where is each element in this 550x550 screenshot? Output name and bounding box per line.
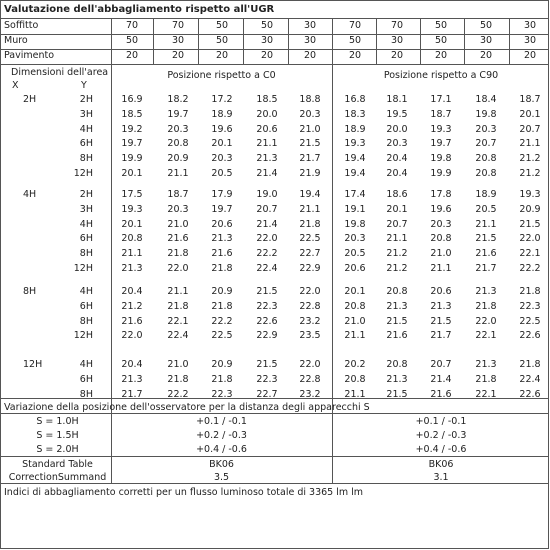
c90-header: Posizione rispetto a C90 <box>383 70 499 81</box>
reflectance-value: 50 <box>348 35 362 46</box>
reflectance-value: 30 <box>479 35 493 46</box>
c90-value-cell: 21.8 <box>519 359 541 370</box>
reflectance-value: 20 <box>434 50 448 61</box>
reflectance-value: 20 <box>479 50 493 61</box>
row-y-label: 12H <box>73 263 93 274</box>
c0-value-cell: 19.7 <box>211 203 233 215</box>
c0-value-cell: 19.0 <box>256 189 278 200</box>
reflectance-value: 70 <box>390 20 404 31</box>
c0-value-cell: 20.5 <box>211 168 233 179</box>
c90-value-cell: 21.6 <box>475 248 497 260</box>
c90-value-cell: 21.1 <box>430 263 452 274</box>
c0-value-cell: 21.1 <box>256 138 278 150</box>
c90-value-cell: 21.3 <box>475 359 497 370</box>
c0-value-cell: 20.6 <box>256 123 278 135</box>
c90-value-cell: 21.7 <box>430 330 452 342</box>
c90-value-cell: 18.9 <box>475 189 497 200</box>
c90-value-cell: 19.3 <box>430 123 452 135</box>
reflectance-value: 30 <box>260 35 274 46</box>
reflectance-label-0: Soffitto <box>4 20 39 31</box>
c90-value-cell: 21.6 <box>430 388 452 400</box>
c90-value-cell: 20.3 <box>386 138 408 150</box>
c0-value-cell: 22.4 <box>167 330 189 342</box>
c0-value-cell: 22.6 <box>256 315 278 327</box>
c0-value-cell: 22.0 <box>167 263 189 274</box>
c0-value-cell: 22.8 <box>299 373 321 385</box>
c90-value-cell: 20.3 <box>475 123 497 135</box>
c0-value-cell: 21.8 <box>211 263 233 274</box>
c0-value-cell: 21.1 <box>167 168 189 179</box>
c0-value-cell: 21.6 <box>121 315 143 327</box>
c0-value-cell: 22.5 <box>299 233 321 245</box>
reflectance-value: 30 <box>523 35 537 46</box>
c90-value-cell: 21.5 <box>386 388 408 400</box>
c90-value-cell: 20.8 <box>344 300 366 312</box>
c0-value-cell: 21.5 <box>256 286 278 297</box>
c90-value-cell: 21.2 <box>519 153 541 165</box>
row-y-label: 3H <box>79 108 93 120</box>
reflectance-value: 20 <box>125 50 139 61</box>
c0-value-cell: 21.1 <box>167 286 189 297</box>
c90-value-cell: 19.6 <box>430 203 452 215</box>
c90-value-cell: 20.3 <box>344 233 366 245</box>
reflectance-label-2: Pavimento <box>4 50 55 61</box>
c90-value-cell: 20.8 <box>475 153 497 165</box>
c90-value-cell: 19.3 <box>519 189 541 200</box>
c0-value-cell: 20.9 <box>211 359 233 370</box>
c90-value-cell: 20.6 <box>430 286 452 297</box>
c0-variation-value: +0.1 / -0.1 <box>196 416 247 427</box>
c0-value-cell: 20.1 <box>121 168 143 179</box>
c0-value-cell: 20.3 <box>299 108 321 120</box>
c0-value-cell: 21.4 <box>256 218 278 230</box>
standard-label: Standard Table <box>22 459 93 470</box>
c90-value-cell: 21.1 <box>475 218 497 230</box>
c0-standard-value: BK06 <box>209 459 234 470</box>
c0-value-cell: 20.6 <box>211 218 233 230</box>
group-x-label: 2H <box>23 94 37 105</box>
c0-value-cell: 20.9 <box>211 286 233 297</box>
c0-standard-value: 3.5 <box>213 472 230 483</box>
c0-value-cell: 22.2 <box>211 315 233 327</box>
row-y-label: 8H <box>79 315 93 327</box>
c90-value-cell: 16.8 <box>344 94 366 105</box>
c0-value-cell: 18.9 <box>211 108 233 120</box>
c90-value-cell: 20.6 <box>344 263 366 274</box>
c90-left-divider <box>332 64 333 426</box>
c0-value-cell: 21.8 <box>211 300 233 312</box>
c90-value-cell: 22.4 <box>519 373 541 385</box>
c90-value-cell: 21.0 <box>344 315 366 327</box>
variation-title-divider <box>1 413 548 414</box>
c0-value-cell: 21.3 <box>121 263 143 274</box>
c0-value-cell: 20.9 <box>167 153 189 165</box>
c0-value-cell: 21.8 <box>167 300 189 312</box>
c90-value-cell: 18.9 <box>344 123 366 135</box>
c90-variation-value: +0.2 / -0.3 <box>415 430 467 441</box>
reflectance-column-divider <box>153 18 154 65</box>
reflectance-value: 70 <box>125 20 139 31</box>
c90-value-cell: 22.5 <box>519 315 541 327</box>
row-y-label: 8H <box>79 388 93 400</box>
c90-value-cell: 20.2 <box>344 359 366 370</box>
c0-value-cell: 18.5 <box>256 94 278 105</box>
c90-value-cell: 19.7 <box>430 138 452 150</box>
c0-value-cell: 21.8 <box>299 218 321 230</box>
c90-value-cell: 17.8 <box>430 189 452 200</box>
c0-value-cell: 17.5 <box>121 189 143 200</box>
footnote-divider <box>1 483 548 484</box>
c90-value-cell: 21.0 <box>430 248 452 260</box>
c90-value-cell: 21.5 <box>475 233 497 245</box>
c90-value-cell: 20.9 <box>519 203 541 215</box>
c0-value-cell: 19.7 <box>121 138 143 150</box>
reflectance-value: 50 <box>260 20 274 31</box>
row-y-label: 4H <box>79 286 93 297</box>
reflectance-value: 30 <box>390 35 404 46</box>
c0-value-cell: 21.0 <box>167 218 189 230</box>
reflectance-column-divider <box>376 18 377 65</box>
c90-value-cell: 20.8 <box>386 286 408 297</box>
c0-value-cell: 22.0 <box>121 330 143 342</box>
c0-value-cell: 20.8 <box>167 138 189 150</box>
reflectance-value: 20 <box>215 50 229 61</box>
row-y-label: 8H <box>79 248 93 260</box>
c0-value-cell: 22.0 <box>299 286 321 297</box>
c90-value-cell: 21.7 <box>475 263 497 274</box>
c0-value-cell: 21.8 <box>167 373 189 385</box>
c90-value-cell: 20.4 <box>386 168 408 179</box>
reflectance-value: 50 <box>215 35 229 46</box>
reflectance-value: 20 <box>523 50 537 61</box>
c0-left-divider <box>111 64 112 426</box>
c90-value-cell: 18.1 <box>386 94 408 105</box>
c90-value-cell: 19.8 <box>475 108 497 120</box>
c0-value-cell: 21.3 <box>121 373 143 385</box>
c0-value-cell: 22.9 <box>299 263 321 274</box>
c0-header: Posizione rispetto a C0 <box>167 70 276 81</box>
c90-value-cell: 21.6 <box>386 330 408 342</box>
reflectance-column-divider <box>243 18 244 65</box>
c0-value-cell: 19.6 <box>211 123 233 135</box>
c90-value-cell: 21.3 <box>430 300 452 312</box>
c0-value-cell: 21.3 <box>256 153 278 165</box>
c0-value-cell: 21.2 <box>121 300 143 312</box>
c0-value-cell: 22.3 <box>211 388 233 400</box>
reflectance-column-divider <box>509 18 510 65</box>
spacing-label: S = 1.5H <box>36 430 79 441</box>
row-y-label: 6H <box>79 138 93 150</box>
c90-value-cell: 22.3 <box>519 300 541 312</box>
reflectance-value: 50 <box>434 20 448 31</box>
c90-value-cell: 21.8 <box>519 286 541 297</box>
c90-variation-value: +0.1 / -0.1 <box>415 416 467 427</box>
c0-value-cell: 19.9 <box>121 153 143 165</box>
c0-value-cell: 16.9 <box>121 94 143 105</box>
c90-value-cell: 19.5 <box>386 108 408 120</box>
c90-value-cell: 20.7 <box>475 138 497 150</box>
c90-value-cell: 22.1 <box>475 388 497 400</box>
row-y-label: 4H <box>79 359 93 370</box>
c0-value-cell: 20.7 <box>256 203 278 215</box>
c90-value-cell: 21.8 <box>475 373 497 385</box>
spacing-label: S = 1.0H <box>36 416 79 427</box>
row-y-label: 12H <box>73 330 93 342</box>
row-y-label: 6H <box>79 233 93 245</box>
c90-value-cell: 21.1 <box>386 233 408 245</box>
c90-value-cell: 19.8 <box>430 153 452 165</box>
c90-value-cell: 20.8 <box>475 168 497 179</box>
reflectance-value: 30 <box>171 35 185 46</box>
c0-value-cell: 21.1 <box>121 248 143 260</box>
c0-value-cell: 21.0 <box>299 123 321 135</box>
c0-value-cell: 19.7 <box>167 108 189 120</box>
c0-value-cell: 23.2 <box>299 315 321 327</box>
reflectance-value: 20 <box>303 50 317 61</box>
c0-value-cell: 18.8 <box>299 94 321 105</box>
c90-value-cell: 20.7 <box>430 359 452 370</box>
c90-value-cell: 22.1 <box>519 248 541 260</box>
c0-value-cell: 22.5 <box>211 330 233 342</box>
c0-value-cell: 19.3 <box>121 203 143 215</box>
reflectance-value: 20 <box>348 50 362 61</box>
c0-value-cell: 22.0 <box>299 359 321 370</box>
reflectance-column-divider <box>111 18 112 65</box>
c0-value-cell: 22.3 <box>256 300 278 312</box>
reflectance-value: 20 <box>390 50 404 61</box>
c90-value-cell: 19.4 <box>344 153 366 165</box>
c90-value-cell: 17.1 <box>430 94 452 105</box>
c0-value-cell: 19.4 <box>299 189 321 200</box>
c90-value-cell: 20.8 <box>430 233 452 245</box>
row-y-label: 4H <box>79 218 93 230</box>
c90-standard-value: 3.1 <box>433 472 449 483</box>
reflectance-value: 20 <box>171 50 185 61</box>
c0-value-cell: 21.9 <box>299 168 321 179</box>
c90-value-cell: 22.6 <box>519 388 541 400</box>
reflectance-column-divider <box>288 18 289 65</box>
c90-value-cell: 22.2 <box>519 263 541 274</box>
reflectance-column-divider <box>332 18 333 65</box>
c90-value-cell: 21.3 <box>386 373 408 385</box>
c0-value-cell: 20.3 <box>167 123 189 135</box>
c0-value-cell: 21.3 <box>211 233 233 245</box>
c90-value-cell: 21.5 <box>386 315 408 327</box>
c90-value-cell: 20.1 <box>344 286 366 297</box>
c90-value-cell: 21.2 <box>519 168 541 179</box>
c90-value-cell: 21.2 <box>386 263 408 274</box>
row-y-label: 6H <box>79 373 93 385</box>
c90-value-cell: 21.5 <box>430 315 452 327</box>
c0-value-cell: 20.1 <box>211 138 233 150</box>
reflectance-value: 70 <box>171 20 185 31</box>
y-header: Y <box>81 80 87 91</box>
page-title: Valutazione dell'abbagliamento rispetto all'UGR <box>4 4 275 15</box>
c90-value-cell: 19.1 <box>344 203 366 215</box>
c0-value-cell: 20.3 <box>211 153 233 165</box>
c0-value-cell: 21.1 <box>299 203 321 215</box>
c90-value-cell: 18.7 <box>519 94 541 105</box>
c0-value-cell: 22.0 <box>256 233 278 245</box>
reflectance-value: 20 <box>260 50 274 61</box>
variation-top-divider <box>1 398 548 399</box>
c90-value-cell: 20.8 <box>344 373 366 385</box>
c90-value-cell: 20.7 <box>519 123 541 135</box>
footnote: Indici di abbagliamento corretti per un flusso luminoso totale di 3365 lm lm <box>4 487 364 498</box>
row-y-label: 3H <box>79 203 93 215</box>
c90-value-cell: 21.1 <box>344 388 366 400</box>
c0-value-cell: 22.7 <box>256 388 278 400</box>
c0-value-cell: 22.4 <box>256 263 278 274</box>
reflectance-value: 30 <box>303 35 317 46</box>
c0-value-cell: 22.2 <box>256 248 278 260</box>
reflectance-value: 50 <box>215 20 229 31</box>
c90-value-cell: 20.5 <box>344 248 366 260</box>
c90-value-cell: 19.4 <box>344 168 366 179</box>
variation-title: Variazione della posizione dell'osservatore per la distanza degli apparecchi S <box>4 402 370 413</box>
c90-value-cell: 20.3 <box>430 218 452 230</box>
row-y-label: 12H <box>73 168 93 179</box>
c90-variation-value: +0.4 / -0.6 <box>415 444 467 455</box>
c0-value-cell: 21.6 <box>211 248 233 260</box>
header-row-divider <box>1 64 548 65</box>
c0-value-cell: 21.5 <box>299 138 321 150</box>
c0-value-cell: 22.8 <box>299 300 321 312</box>
c0-value-cell: 18.7 <box>167 189 189 200</box>
dimensions-header: Dimensioni dell'area <box>11 67 109 78</box>
c90-value-cell: 21.4 <box>430 373 452 385</box>
c0-value-cell: 20.0 <box>256 108 278 120</box>
c90-value-cell: 20.7 <box>386 218 408 230</box>
c0-variation-value: +0.4 / -0.6 <box>196 444 247 455</box>
reflectance-column-divider <box>198 18 199 65</box>
c90-value-cell: 21.8 <box>475 300 497 312</box>
c0-value-cell: 21.4 <box>256 168 278 179</box>
reflectance-label-1: Muro <box>4 35 28 46</box>
c0-value-cell: 20.1 <box>121 218 143 230</box>
row-y-label: 8H <box>79 153 93 165</box>
c0-value-cell: 20.4 <box>121 359 143 370</box>
c90-value-cell: 20.5 <box>475 203 497 215</box>
c90-value-cell: 21.1 <box>519 138 541 150</box>
c90-standard-value: BK06 <box>428 459 454 470</box>
standard-label: CorrectionSummand <box>8 472 107 483</box>
reflectance-value: 50 <box>479 20 493 31</box>
c90-value-cell: 18.3 <box>344 108 366 120</box>
c90-value-cell: 20.0 <box>386 123 408 135</box>
c0-value-cell: 20.4 <box>121 286 143 297</box>
c0-value-cell: 18.2 <box>167 94 189 105</box>
group-x-label: 12H <box>23 359 43 370</box>
c0-value-cell: 21.6 <box>167 233 189 245</box>
c90-value-cell: 19.9 <box>430 168 452 179</box>
reflectance-column-divider <box>420 18 421 65</box>
c0-variation-value: +0.2 / -0.3 <box>196 430 247 441</box>
c0-value-cell: 22.2 <box>167 388 189 400</box>
c0-value-cell: 22.9 <box>256 330 278 342</box>
c90-value-cell: 22.1 <box>475 330 497 342</box>
c0-value-cell: 21.7 <box>121 388 143 400</box>
c90-value-cell: 20.8 <box>386 359 408 370</box>
reflectance-value: 50 <box>125 35 139 46</box>
row-y-label: 2H <box>79 189 93 200</box>
c0-value-cell: 19.2 <box>121 123 143 135</box>
c90-value-cell: 19.3 <box>344 138 366 150</box>
c90-value-cell: 21.2 <box>386 248 408 260</box>
c90-value-cell: 18.6 <box>386 189 408 200</box>
reflectance-value: 50 <box>434 35 448 46</box>
c0-value-cell: 20.3 <box>167 203 189 215</box>
c0-value-cell: 21.0 <box>167 359 189 370</box>
c0-value-cell: 22.7 <box>299 248 321 260</box>
c90-value-cell: 21.3 <box>475 286 497 297</box>
c0-value-cell: 21.5 <box>256 359 278 370</box>
c90-value-cell: 17.4 <box>344 189 366 200</box>
row-y-label: 6H <box>79 300 93 312</box>
c0-value-cell: 17.2 <box>211 94 233 105</box>
c90-value-cell: 21.5 <box>519 218 541 230</box>
c90-value-cell: 20.4 <box>386 153 408 165</box>
c90-value-cell: 20.1 <box>519 108 541 120</box>
c90-value-cell: 20.1 <box>386 203 408 215</box>
c90-value-cell: 21.3 <box>386 300 408 312</box>
c0-value-cell: 22.1 <box>167 315 189 327</box>
c90-value-cell: 22.0 <box>519 233 541 245</box>
c0-value-cell: 22.3 <box>256 373 278 385</box>
c90-value-cell: 22.6 <box>519 330 541 342</box>
spacing-label: S = 2.0H <box>36 444 79 455</box>
row-y-label: 2H <box>79 94 93 105</box>
c0-value-cell: 20.8 <box>121 233 143 245</box>
c0-value-cell: 23.5 <box>299 330 321 342</box>
c90-value-cell: 21.1 <box>344 330 366 342</box>
standard-top-divider <box>1 456 548 457</box>
c90-value-cell: 18.7 <box>430 108 452 120</box>
c0-value-cell: 18.5 <box>121 108 143 120</box>
row-y-label: 4H <box>79 123 93 135</box>
c0-value-cell: 21.7 <box>299 153 321 165</box>
c0-value-cell: 21.8 <box>167 248 189 260</box>
c90-value-cell: 18.4 <box>475 94 497 105</box>
reflectance-value: 70 <box>348 20 362 31</box>
c0-value-cell: 21.8 <box>211 373 233 385</box>
group-x-label: 8H <box>23 286 37 297</box>
reflectance-column-divider <box>464 18 465 65</box>
reflectance-value: 30 <box>303 20 317 31</box>
reflectance-value: 30 <box>523 20 537 31</box>
group-x-label: 4H <box>23 189 37 200</box>
c90-value-cell: 22.0 <box>475 315 497 327</box>
c0-value-cell: 17.9 <box>211 189 233 200</box>
c90-value-cell: 19.8 <box>344 218 366 230</box>
c0-value-cell: 23.2 <box>299 388 321 400</box>
x-header: X <box>12 80 19 91</box>
